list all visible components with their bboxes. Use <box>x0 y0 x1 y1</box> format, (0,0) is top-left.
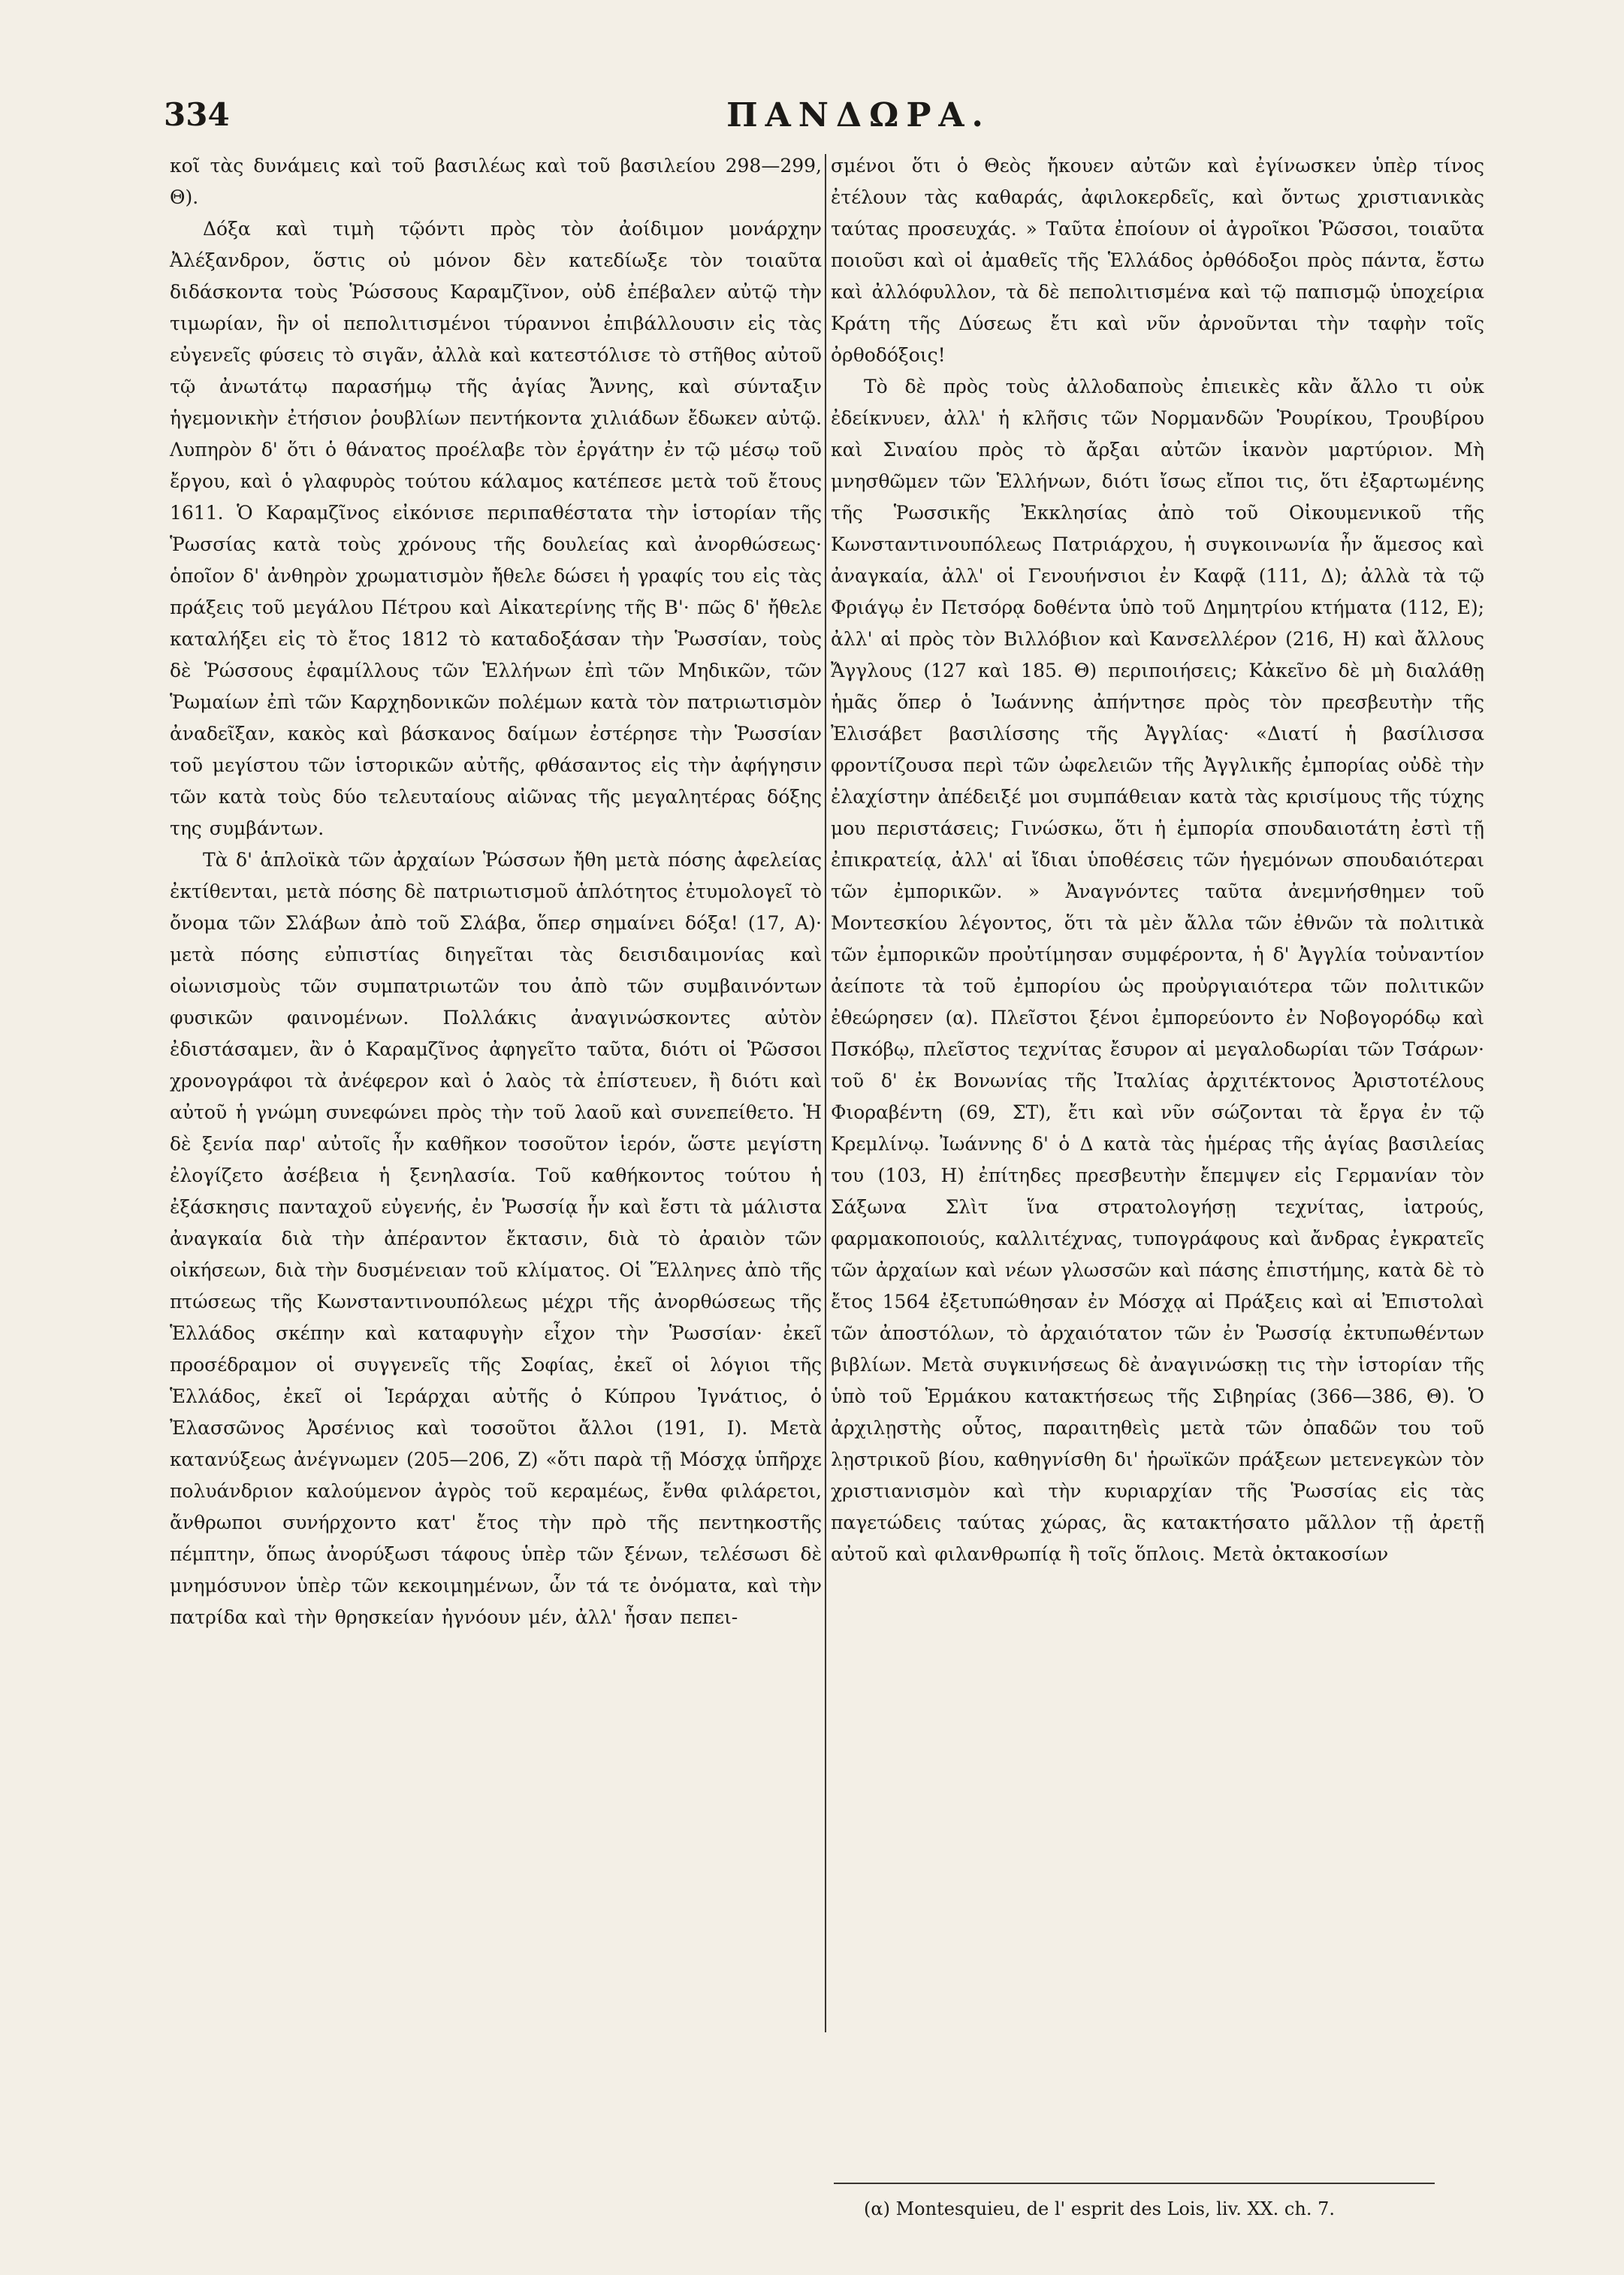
paragraph: σμένοι ὅτι ὁ Θεὸς ἤκουεν αὐτῶν καὶ ἐγίνωσκεν ὑπὲρ τίνος ἐτέλουν τὰς καθαράς, ἀφιλοκερδεῖς, καὶ ὄντως χριστιανικὰς ταύτας προσευχάς. » Ταῦτα ἐποίουν οἱ ἀγροῖκοι Ῥῶσσοι, τοιαῦτα ποιοῦσι καὶ οἱ ἀμαθεῖς τῆς Ἑλλάδος ὀρθόδοξοι πρὸς πάντα, ἔστω καὶ ἀλλόφυλλον, τὰ δὲ πεπολιτισμένα καὶ τῷ παπισμῷ ὑποχείρια Κράτη τῆς Δύσεως ἔτι καὶ νῦν ἀρνοῦνται τὴν ταφὴν τοῖς ὀρθοδόξοις! <box>831 155 1484 366</box>
paragraph: Δόξα καὶ τιμὴ τῷόντι πρὸς τὸν ἀοίδιμον μονάρχην Ἀλέξανδρον, ὅστις οὐ μόνον δὲν κατεδίωξε τὸν τοιαῦτα διδάσκοντα τοὺς Ῥώσσους Καραμζῖνον, οὐδ ἐπέβαλεν αὐτῷ τὴν τιμωρίαν, ἣν οἱ πεπολιτισμένοι τύραννοι ἐπιβάλλουσιν εἰς τὰς εὐγενεῖς φύσεις τὸ σιγᾶν, ἀλλὰ καὶ κατεστόλισε τὸ στῆθος αὐτοῦ τῷ ἀνωτάτῳ παρασήμῳ τῆς ἁγίας Ἄννης, καὶ σύνταξιν ἡγεμονικὴν ἐτήσιον ῥουβλίων πεντήκοντα χιλιάδων ἔδωκεν αὐτῷ. Λυπηρὸν δ' ὅτι ὁ θάνατος προέλαβε τὸν ἐργάτην ἐν τῷ μέσῳ τοῦ ἔργου, καὶ ὁ γλαφυρὸς τούτου κάλαμος κατέπεσε μετὰ τοῦ ἔτους 1611. Ὁ Καραμζῖνος εἰκόνισε περιπαθέστατα τὴν ἱστορίαν τῆς Ῥωσσίας κατὰ τοὺς χρόνους τῆς δουλείας καὶ ἀνορθώσεως· ὁποῖον δ' ἀνθηρὸν χρωματισμὸν ἤθελε δώσει ἡ γραφίς του εἰς τὰς πράξεις τοῦ μεγάλου Πέτρου καὶ Αἰκατερίνης τῆς Β'· πῶς δ' ἤθελε καταλήξει εἰς τὸ ἔτος 1812 τὸ καταδοξάσαν τὴν Ῥωσσίαν, τοὺς δὲ Ῥώσσους ἐφαμίλλους τῶν Ἑλλήνων ἐπὶ τῶν Μηδικῶν, τῶν Ῥωμαίων ἐπὶ τῶν Καρχηδονικῶν πολέμων κατὰ τὸν πατριωτισμὸν ἀναδεῖξαν, κακὸς καὶ βάσκανος δαίμων ἐστέρησε τὴν Ῥωσσίαν τοῦ μεγίστου τῶν ἱστορικῶν αὐτῆς, φθάσαντος εἰς τὴν ἀφήγησιν τῶν κατὰ τοὺς δύο τελευταίους αἰῶνας τῆς μεγαλητέρας δόξης της συμβάντων. <box>170 218 822 839</box>
footnote-rule <box>834 2183 1435 2184</box>
footnote: (α) Montesquieu, de l' esprit des Lois, liv. XX. ch. 7. <box>864 2198 1335 2219</box>
paragraph: Τὰ δ' ἁπλοϊκὰ τῶν ἀρχαίων Ῥώσσων ἤθη μετὰ πόσης ἀφελείας ἐκτίθενται, μετὰ πόσης δὲ πατριωτισμοῦ ἁπλότητος ἐτυμολογεῖ τὸ ὄνομα τῶν Σλάβων ἀπὸ τοῦ Σλάβα, ὅπερ σημαίνει δόξα! (17, Α)· μετὰ πόσης εὐπιστίας διηγεῖται τὰς δεισιδαιμονίας καὶ οἰωνισμοὺς τῶν συμπατριωτῶν του ἀπὸ τῶν συμβαινόντων φυσικῶν φαινομένων. Πολλάκις ἀναγινώσκοντες αὐτὸν ἐδιστάσαμεν, ἂν ὁ Καραμζῖνος ἀφηγεῖτο ταῦτα, διότι οἱ Ῥῶσσοι χρονογράφοι τὰ ἀνέφερον καὶ ὁ λαὸς τὰ ἐπίστευεν, ἢ διότι καὶ αὐτοῦ ἡ γνώμη συνεφώνει πρὸς τὴν τοῦ λαοῦ καὶ συνεπείθετο. Ἡ δὲ ξενία παρ' αὐτοῖς ἦν καθῆκον τοσοῦτον ἱερόν, ὥστε μεγίστη ἐλογίζετο ἀσέβεια ἡ ξενηλασία. Τοῦ καθήκοντος τούτου ἡ ἐξάσκησις πανταχοῦ εὐγενής, ἐν Ῥωσσίᾳ ἦν καὶ ἔστι τὰ μάλιστα ἀναγκαία διὰ τὴν ἀπέραντον ἔκτασιν, διὰ τὸ ἀραιὸν τῶν οἰκήσεων, διὰ τὴν δυσμένειαν τοῦ κλίματος. Οἱ Ἕλληνες ἀπὸ τῆς πτώσεως τῆς Κωνσταντινουπόλεως μέχρι τῆς ἀνορθώσεως τῆς Ἑλλάδος σκέπην καὶ καταφυγὴν εἶχον τὴν Ῥωσσίαν· ἐκεῖ προσέδραμον οἱ συγγενεῖς τῆς Σοφίας, ἐκεῖ οἱ λόγιοι τῆς Ἑλλάδος, ἐκεῖ οἱ Ἱεράρχαι αὐτῆς ὁ Κύπρου Ἰγνάτιος, ὁ Ἐλασσῶνος Ἀρσένιος καὶ τοσοῦτοι ἄλλοι (191, Ι). Μετὰ κατανύξεως ἀνέγνωμεν (205—206, Ζ) «ὅτι παρὰ τῇ Μόσχᾳ ὑπῆρχε πολυάνδριον καλούμενον ἀγρὸς τοῦ κεραμέως, ἔνθα φιλάρετοι, ἄνθρωποι συνήρχοντο κατ' ἔτος τὴν πρὸ τῆς πεντηκοστῆς πέμπτην, ὅπως ἀνορύξωσι τάφους ὑπὲρ τῶν ξένων, τελέσωσι δὲ μνημόσυνον ὑπὲρ τῶν κεκοιμημένων, ὧν τά τε ὀνόματα, καὶ τὴν πατρίδα καὶ τὴν θρησκείαν ἠγνόουν μέν, ἀλλ' ἦσαν πεπει- <box>170 849 822 1628</box>
page-header <box>164 96 1553 149</box>
paragraph: κοῖ τὰς δυνάμεις καὶ τοῦ βασιλέως καὶ τοῦ βασιλείου 298—299, Θ). <box>170 155 822 208</box>
running-title: ΠΑΝΔΩΡΑ. <box>726 96 991 134</box>
left-column <box>170 150 822 1633</box>
paragraph: Τὸ δὲ πρὸς τοὺς ἀλλοδαποὺς ἐπιεικὲς κἂν ἄλλο τι οὐκ ἐδείκνυεν, ἀλλ' ἡ κλῆσις τῶν Νορμανδῶν Ῥουρίκου, Τρουβίρου καὶ Σιναίου πρὸς τὸ ἄρξαι αὐτῶν ἱκανὸν μαρτύριον. Μὴ μνησθῶμεν τῶν Ἑλλήνων, διότι ἴσως εἴποι τις, ὅτι ἐξαρτωμένης τῆς Ῥωσσικῆς Ἐκκλησίας ἀπὸ τοῦ Οἰκουμενικοῦ τῆς Κωνσταντινουπόλεως Πατριάρχου, ἡ συγκοινωνία ἦν ἅμεσος καὶ ἀναγκαία, ἀλλ' οἱ Γενουήνσιοι ἐν Καφᾷ (111, Δ); ἀλλὰ τὰ τῷ Φριάγῳ ἐν Πετσόρᾳ δοθέντα ὑπὸ τοῦ Δημητρίου κτήματα (112, Ε); ἀλλ' αἱ πρὸς τὸν Βιλλόβιον καὶ Κανσελλέρον (216, Η) καὶ ἄλλους Ἄγγλους (127 καὶ 185. Θ) περιποιήσεις; Κἀκεῖνο δὲ μὴ διαλάθῃ ἡμᾶς ὅπερ ὁ Ἰωάννης ἀπήντησε πρὸς τὸν πρεσβευτὴν τῆς Ἐλισάβετ βασιλίσσης τῆς Ἀγγλίας· «Διατί ἡ βασίλισσα φροντίζουσα περὶ τῶν ὠφελειῶν τῆς Ἀγγλικῆς ἐμπορίας οὐδὲ τὴν ἐλαχίστην ἀπέδειξέ μοι συμπάθειαν κατὰ τὰς κρισίμους τῆς τύχης μου περιστάσεις; Γινώσκω, ὅτι ἡ ἐμπορία σπουδαιοτάτη ἐστὶ τῇ ἐπικρατείᾳ, ἀλλ' αἱ ἴδιαι ὑποθέσεις τῶν ἡγεμόνων σπουδαιότεραι τῶν ἐμπορικῶν. » Ἀναγνόντες ταῦτα ἀνεμνήσθημεν τοῦ Μοντεσκίου λέγοντος, ὅτι τὰ μὲν ἄλλα τῶν ἐθνῶν τὰ πολιτικὰ τῶν ἐμπορικῶν προὐτίμησαν συμφέροντα, ἡ δ' Ἀγγλία τοὐναντίον ἀείποτε τὰ τοῦ ἐμπορίου ὡς προὐργιαιότερα τῶν πολιτικῶν ἐθεώρησεν (α). Πλεῖστοι ξένοι ἐμπορεύοντο ἐν Νοβογορόδῳ καὶ Πσκόβῳ, πλεῖστος τεχνίτας ἔσυρον αἱ μεγαλοδωρίαι τῶν Τσάρων· τοῦ δ' ἐκ Βονωνίας τῆς Ἰταλίας ἀρχιτέκτονος Ἀριστοτέλους Φιοραβέντη (69, ΣΤ), ἔτι καὶ νῦν σώζονται τὰ ἔργα ἐν τῷ Κρεμλίνῳ. Ἰωάννης δ' ὁ Δ κατὰ τὰς ἡμέρας τῆς ἁγίας βασιλείας του (103, Η) ἐπίτηδες πρεσβευτὴν ἔπεμψεν εἰς Γερμανίαν τὸν Σάξωνα Σλὶτ ἵνα στρατολογήσῃ τεχνίτας, ἰατρούς, φαρμακοποιούς, καλλιτέχνας, τυπογράφους καὶ ἄνδρας ἐγκρατεῖς τῶν ἀρχαίων καὶ νέων γλωσσῶν καὶ πάσης ἐπιστήμης, κατὰ δὲ τὸ ἔτος 1564 ἐξετυπώθησαν ἐν Μόσχᾳ αἱ Πράξεις καὶ αἱ Ἐπιστολαὶ τῶν ἀποστόλων, τὸ ἀρχαιότατον τῶν ἐν Ῥωσσίᾳ ἐκτυπωθέντων βιβλίων. Μετὰ συγκινήσεως δὲ ἀναγινώσκῃ τις τὴν ἱστορίαν τῆς ὑπὸ τοῦ Ἑρμάκου κατακτήσεως τῆς Σιβηρίας (366—386, Θ). Ὁ ἀρχιλῃστὴς οὗτος, παραιτηθεὶς μετὰ τῶν ὀπαδῶν του τοῦ λῃστρικοῦ βίου, καθηγνίσθη δι' ἡρωϊκῶν πράξεων μετενεγκὼν τὸν χριστιανισμὸν καὶ τὴν κυριαρχίαν τῆς Ῥωσσίας εἰς τὰς παγετώδεις ταύτας χώρας, ἃς κατακτήσατο μᾶλλον τῇ ἀρετῇ αὐτοῦ καὶ φιλανθρωπίᾳ ἢ τοῖς ὅπλοις. Μετὰ ὀκτακοσίων <box>831 376 1484 1565</box>
column-divider <box>825 154 826 2032</box>
right-column <box>831 150 1484 1570</box>
page-number: 334 <box>164 96 230 133</box>
